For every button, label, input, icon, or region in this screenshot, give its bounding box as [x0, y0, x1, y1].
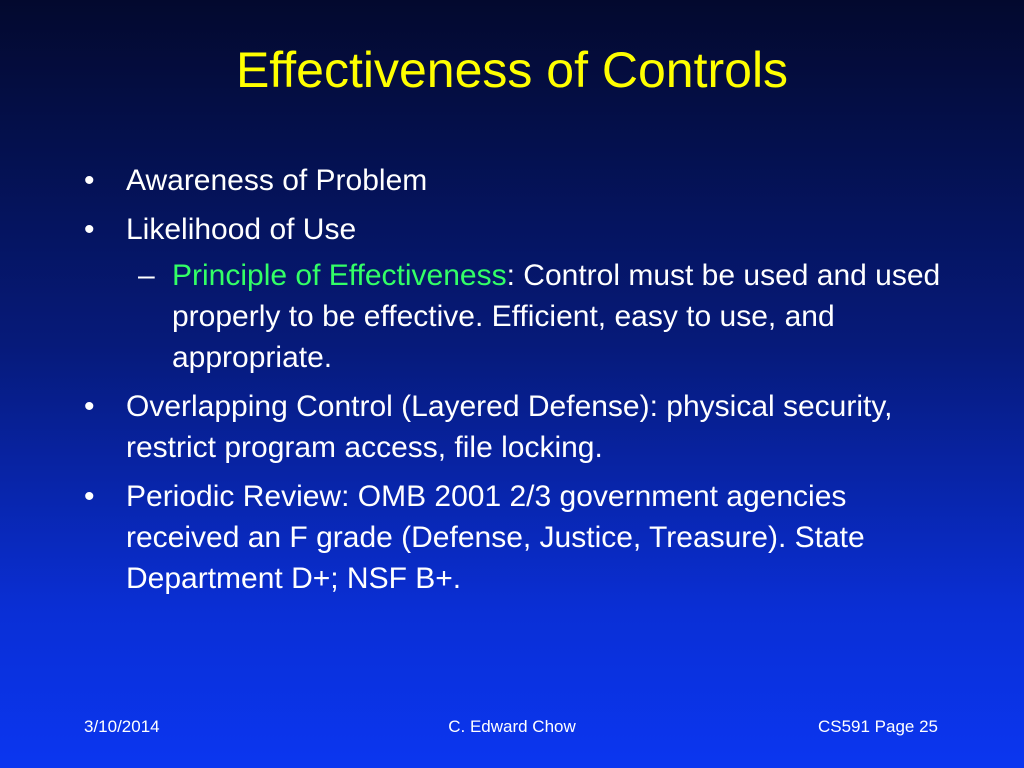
bullet-text: Likelihood of Use [126, 213, 357, 246]
footer-date: 3/10/2014 [84, 717, 160, 736]
dash-icon: – [138, 259, 155, 292]
footer-author: C. Edward Chow [448, 717, 576, 736]
bullet-text: Overlapping Control (Layered Defense): physical security, restrict program access, file locking. [126, 390, 893, 464]
sub-bullet-item [84, 255, 964, 378]
bullet-list [84, 160, 964, 607]
bullet-icon: • [84, 480, 95, 513]
footer-page-number: CS591 Page 25 [817, 717, 938, 736]
bullet-icon: • [84, 213, 95, 246]
slide-title: Effectiveness of Controls [235, 42, 789, 98]
bullet-icon: • [84, 390, 95, 423]
bullet-icon: • [84, 164, 95, 197]
bullet-item [84, 476, 964, 599]
bullet-text: Awareness of Problem [126, 164, 428, 197]
principle-term: Principle of Effectiveness [172, 259, 507, 292]
bullet-item [84, 160, 964, 201]
bullet-item [84, 386, 964, 468]
bullet-text: Periodic Review: OMB 2001 2/3 government agencies received an F grade (Defense, Justice, Treasure). State Department D+; NSF B+. [126, 480, 865, 595]
sub-bullet-text: : Control must be used and used properly to be effective. Efficient, easy to use, and appropriate. [172, 259, 941, 374]
bullet-item [84, 209, 964, 250]
